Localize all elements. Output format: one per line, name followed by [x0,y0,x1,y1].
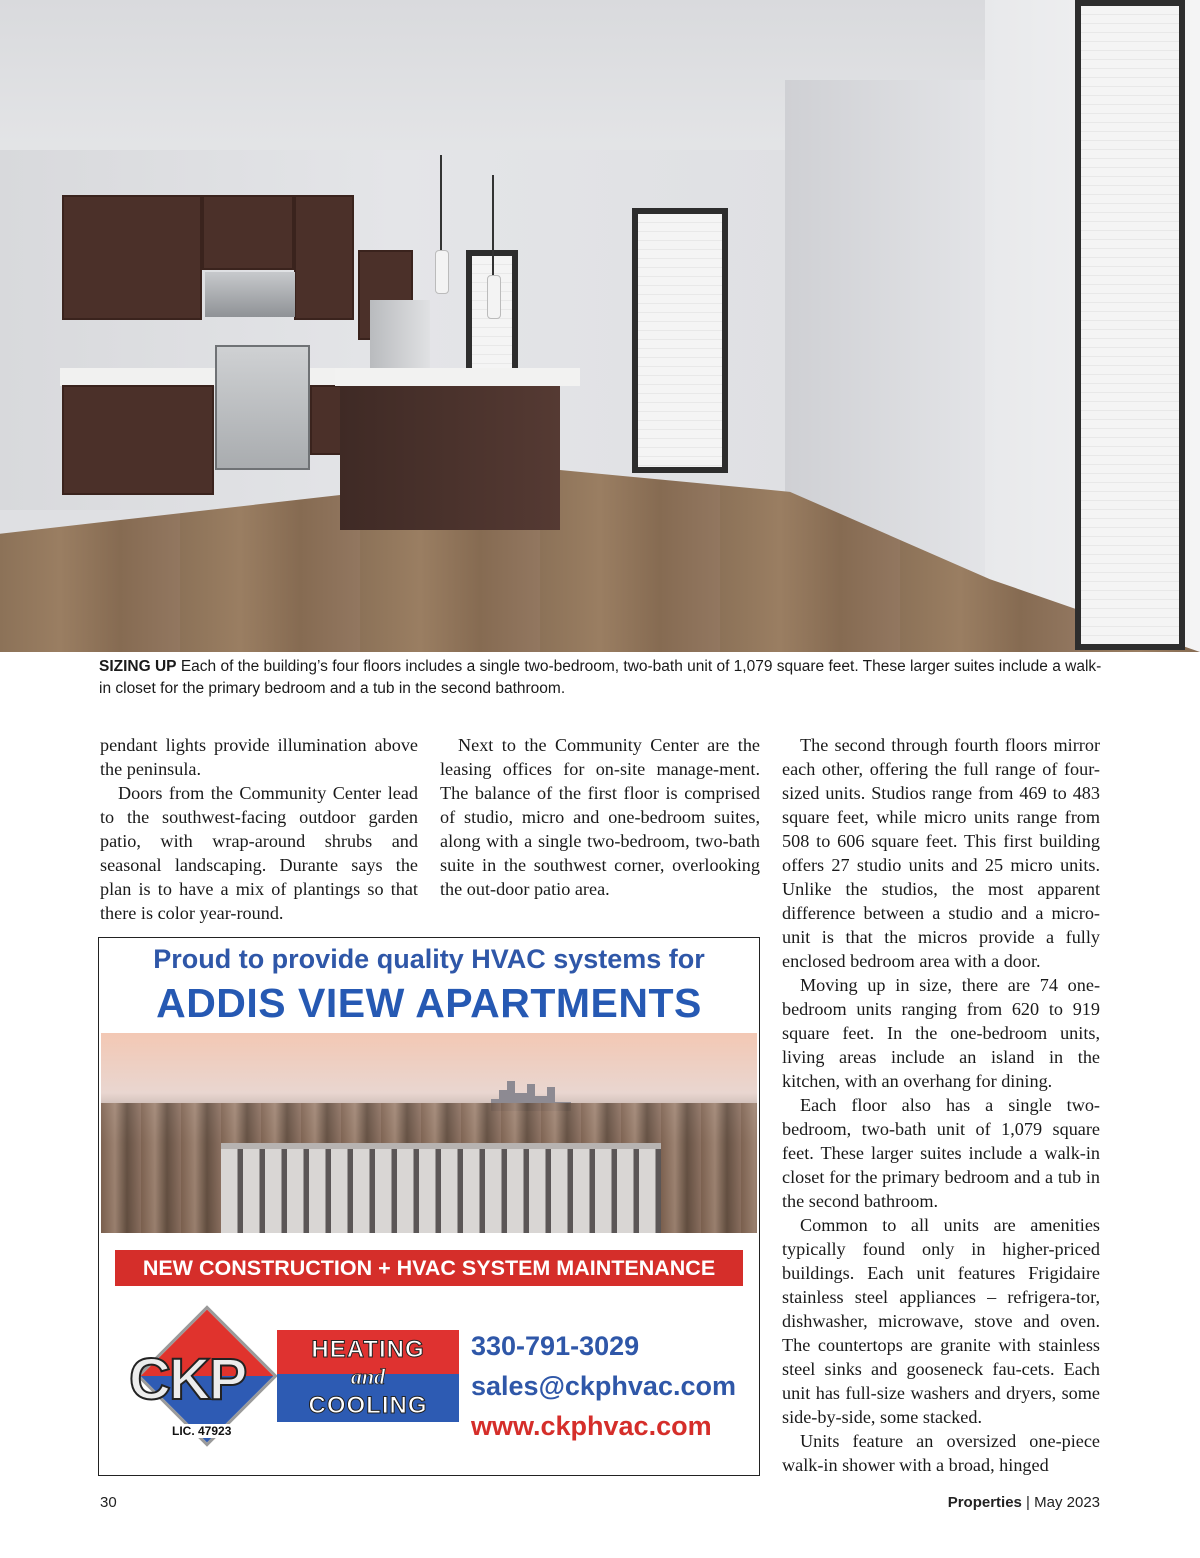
pendant-light-1 [435,250,449,294]
logo-and: and [350,1364,386,1389]
issue-date: May 2023 [1034,1494,1100,1511]
lower-cabinet-left [62,385,214,495]
caption-text: Each of the building’s four floors includes a single two-bedroom, two-bath unit of 1,079 square feet. These larger suites include a walk-in closet for the primary bedroom and a tub in the second bathroom. [99,658,1102,697]
ad-banner: NEW CONSTRUCTION + HVAC SYSTEM MAINTENANCE [115,1250,743,1286]
ckp-hvac-advertisement [98,937,760,1476]
ad-email-link[interactable]: sales@ckphvac.com [471,1371,736,1401]
paragraph: Common to all units are amenities typically found only in higher-priced buildings. Each unit features Frigidaire stainless steel appliances – refrigera-tor, dishwasher, microwave, stove and oven. The countertops are granite with stainless steel sinks and gooseneck fau-cets. Each unit has full-size washers and dryers, some side-by-side, some stacked. [782,1215,1100,1427]
photo-caption [99,656,1104,699]
paragraph: The second through fourth floors mirror each other, offering the full range of four-sized units. Studios range from 469 to 483 square feet, while micro units range from 508 to 606 square feet. This first building offers 27 studio units and 25 micro units. Unlike the studios, the most apparent difference between a studio and a micro-unit is that the micros provide a fully enclosed bedroom area with a door. [782,735,1100,971]
pendant-cord-1 [440,155,442,255]
upper-cabinet-micro [202,195,294,270]
hero-photo-kitchen [0,0,1200,652]
paragraph: pendant lights provide illumination above the peninsula. [100,735,418,779]
paragraph: Doors from the Community Center lead to the southwest-facing outdoor garden patio, with wrap-around shrubs and seasonal landscaping. Durante says the plan is to have a mix of plantings so that there is color year-round. [100,783,418,923]
window-right [1075,0,1185,650]
paragraph: Each floor also has a single two-bedroom, two-bath unit of 1,079 square feet. These larger suites include a walk-in closet for the primary bedroom and a tub in the second bathroom. [782,1095,1100,1211]
logo-heating: HEATING [311,1336,425,1363]
pendant-cord-2 [492,175,494,280]
logo-cooling: COOLING [308,1392,428,1419]
peninsula-countertop [335,368,580,386]
window-center [632,208,728,473]
upper-cabinet-left [62,195,202,320]
footer-publication [948,1494,1100,1511]
paragraph: Moving up in size, there are 74 one-bedroom units ranging from 620 to 919 square feet. In the one-bedroom units, living areas include an island in the kitchen, with an overhang for dining. [782,975,1100,1091]
apartment-building [221,1143,661,1233]
paragraph: Units feature an oversized one-piece walk-in shower with a broad, hinged [782,1431,1100,1475]
caption-lead: SIZING UP [99,658,177,675]
upper-cabinet-mid [294,195,354,320]
ad-website-link[interactable]: www.ckphvac.com [471,1411,712,1441]
license-number: LIC. 47923 [169,1424,234,1438]
publication-name: Properties [947,1494,1022,1511]
footer-separator: | [1021,1494,1035,1511]
paragraph: Next to the Community Center are the leasing offices for on-site manage-ment. The balance of the first floor is comprised of studio, micro and one-bedroom suites, along with a single two-bedroom, two-bath suite in the southwest corner, overlooking the out-door patio area. [440,735,760,899]
article-column-1 [100,733,418,925]
page-number: 30 [100,1494,117,1511]
article-column-3 [782,733,1100,1477]
ad-phone: 330-791-3029 [471,1331,640,1361]
pendant-light-2 [487,275,501,319]
stove [215,345,310,470]
ckp-logo [117,1306,457,1446]
kitchen-peninsula [340,375,560,530]
microwave [205,272,295,317]
ad-contact-info [471,1326,736,1446]
ad-aerial-photo [101,1033,757,1233]
ad-headline-2: ADDIS VIEW APARTMENTS [156,980,702,1026]
logo-letters: CKP [129,1347,246,1412]
ad-headline-1: Proud to provide quality HVAC systems for [153,944,705,974]
article-column-2 [440,733,760,901]
